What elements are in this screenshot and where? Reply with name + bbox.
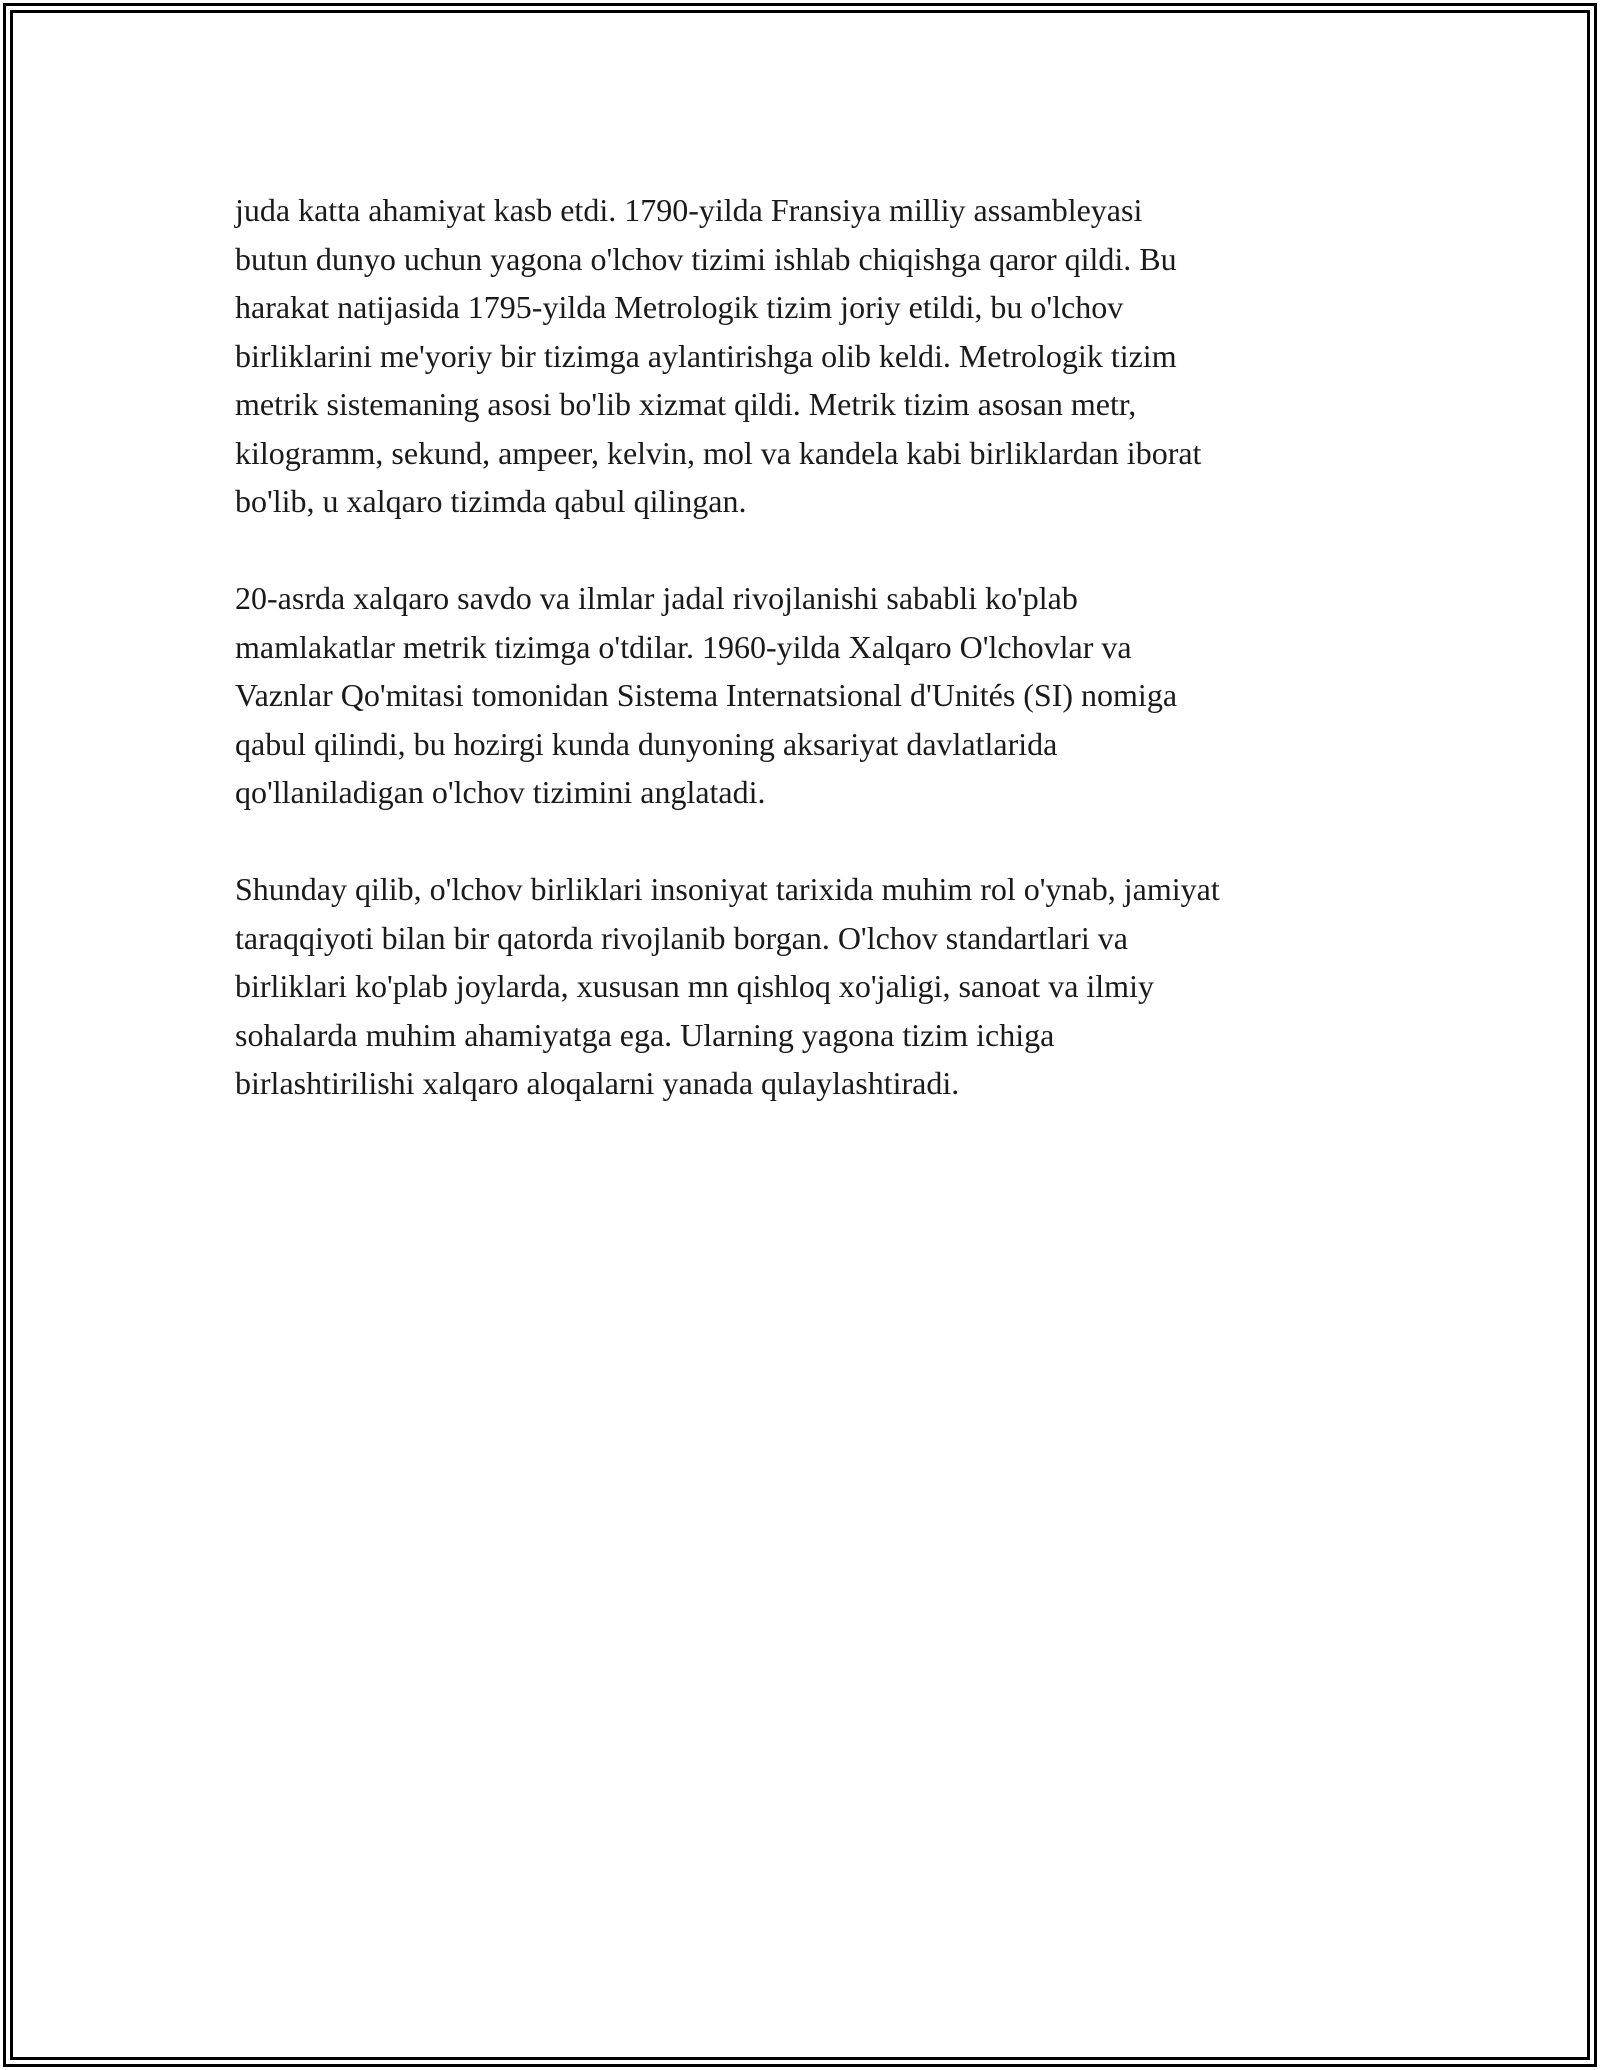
paragraph-metric-system-history: juda katta ahamiyat kasb etdi. 1790-yilda Fransiya milliy assambleyasi butun dunyo uchun yagona o'lchov tizimi ishlab chiqishga qaror qildi. Bu harakat natijasida 1795-yilda Metrologik tizim joriy etildi, bu o'lchov birliklarini me'yoriy bir tizimga aylantirishga olib keldi. Metrologik tizim metrik sistemaning asosi bo'lib xizmat qildi. Metrik tizim asosan metr, kilogramm, sekund, ampeer, kelvin, mol va kandela kabi birliklardan iborat bo'lib, u xalqaro tizimda qabul qilingan. <box>235 192 1202 519</box>
paragraph-conclusion: Shunday qilib, o'lchov birliklari insoniyat tarixida muhim rol o'ynab, jamiyat taraqqiyoti bilan bir qatorda rivojlanib borgan. O'lchov standartlari va birliklari ko'plab joylarda, xususan mn qishloq xo'jaligi, sanoat va ilmiy sohalarda muhim ahamiyatga ega. Ularning yagona tizim ichiga birlashtirilishi xalqaro aloqalarni yanada qulaylashtiradi. <box>235 871 1220 1101</box>
paragraph-si-adoption: 20-asrda xalqaro savdo va ilmlar jadal rivojlanishi sababli ko'plab mamlakatlar metrik tizimga o'tdilar. 1960-yilda Xalqaro O'lchovlar va Vaznlar Qo'mitasi tomonidan Sistema Internatsional d'Unités (SI) nomiga qabul qilindi, bu hozirgi kunda dunyoning aksariyat davlatlarida qo'llaniladigan o'lchov tizimini anglatadi. <box>235 580 1178 810</box>
document-body <box>235 186 1375 1156</box>
